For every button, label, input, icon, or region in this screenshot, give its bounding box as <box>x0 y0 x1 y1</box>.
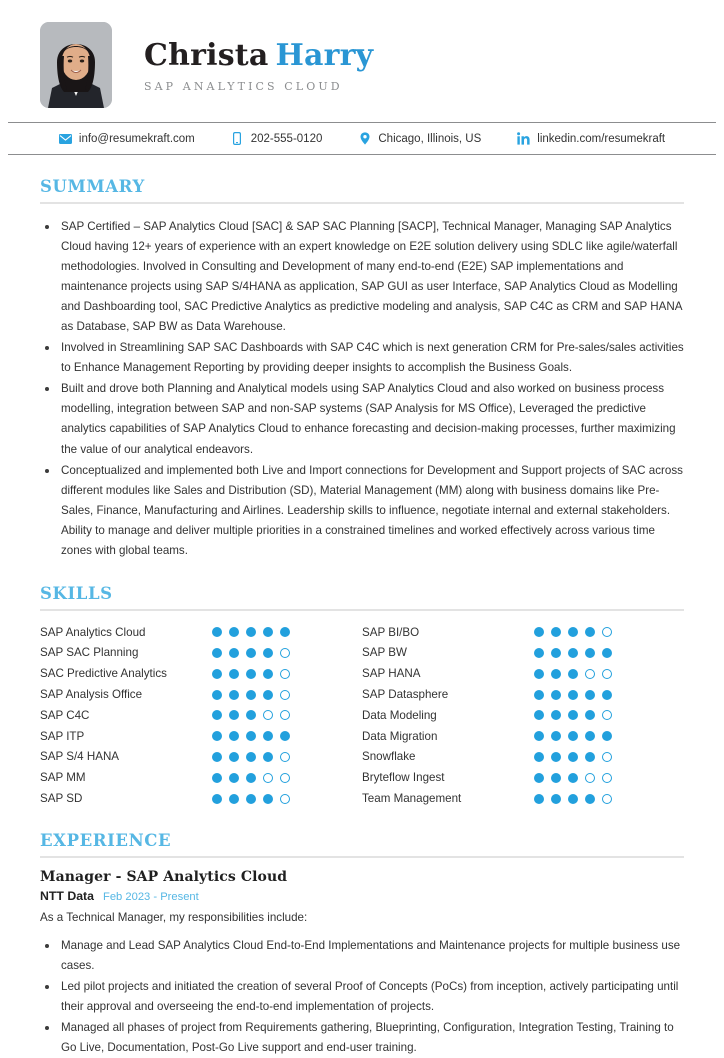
skill-rating-dots <box>212 752 290 762</box>
last-name: Harry <box>275 38 374 74</box>
skill-dot-filled <box>534 710 544 720</box>
skill-dot-filled <box>585 752 595 762</box>
skill-dot-filled <box>212 669 222 679</box>
skills-heading-underline <box>40 609 684 611</box>
skill-rating-dots <box>212 690 290 700</box>
skill-dot-filled <box>229 669 239 679</box>
skill-dot-filled <box>229 627 239 637</box>
skill-dot-filled <box>534 752 544 762</box>
skill-dot-empty <box>602 752 612 762</box>
job-company: NTT Data <box>40 888 94 903</box>
skill-dot-filled <box>534 690 544 700</box>
skill-dot-filled <box>585 690 595 700</box>
skill-row <box>362 663 684 684</box>
contact-bar <box>0 123 724 154</box>
skill-dot-filled <box>263 752 273 762</box>
skill-dot-filled <box>534 794 544 804</box>
summary-bullet: Built and drove both Planning and Analytical models using SAP Analytics Cloud and also worked on business process modelling, integration between SAP and non-SAP systems (SAP Analysis for MS Office), Leveraged the predictive analytics capabilities of SAP Analytics Cloud to enhance forecasting and decision-making processes, further maximizing the value of our analytical endeavors. <box>40 379 684 459</box>
skill-dot-filled <box>263 794 273 804</box>
skill-dot-filled <box>246 690 256 700</box>
skill-dot-filled <box>551 690 561 700</box>
contact-phone-text: 202-555-0120 <box>250 132 323 145</box>
skill-dot-filled <box>263 648 273 658</box>
skill-dot-filled <box>212 752 222 762</box>
skills-grid <box>40 622 684 809</box>
skill-rating-dots <box>212 648 290 658</box>
skill-row <box>40 684 362 705</box>
skill-dot-filled <box>534 669 544 679</box>
skill-dot-filled <box>551 773 561 783</box>
name-block <box>144 37 373 93</box>
summary-heading-underline <box>40 202 684 204</box>
skill-dot-filled <box>534 773 544 783</box>
skill-name: SAP SD <box>40 792 83 806</box>
skill-dot-filled <box>263 731 273 741</box>
skill-dot-filled <box>212 773 222 783</box>
skill-dot-filled <box>602 731 612 741</box>
skill-dot-filled <box>568 773 578 783</box>
skill-dot-empty <box>585 669 595 679</box>
skill-dot-filled <box>246 794 256 804</box>
job-subtitle: SAP ANALYTICS CLOUD <box>144 79 343 93</box>
skill-row <box>362 788 684 809</box>
contact-location[interactable] <box>358 132 481 145</box>
skill-dot-filled <box>246 669 256 679</box>
skill-name: Data Modeling <box>362 708 437 722</box>
location-icon <box>358 132 371 145</box>
skill-row <box>40 643 362 664</box>
skill-dot-filled <box>568 752 578 762</box>
skill-dot-filled <box>551 752 561 762</box>
summary-bullet: Conceptualized and implemented both Live and Import connections for Development and Support projects of SAC across different modules like Sales and Distribution (SD), Material Management (MM) along with business domains like Pre-Sales, Finance, Manufacturing and Airlines. Leadership skills to influence, negotiate internal and external stakeholders. Ability to manage and deliver multiple priorities in a constrained timelines and worked effectively across various time zones with global teams. <box>40 461 684 561</box>
skill-rating-dots <box>534 773 612 783</box>
email-icon <box>59 132 72 145</box>
skill-dot-empty <box>280 648 290 658</box>
skill-row <box>40 726 362 747</box>
skill-rating-dots <box>212 731 290 741</box>
skills-left-column <box>40 622 362 809</box>
job-bullet: Managed all phases of project from Requirements gathering, Blueprinting, Configuration, Integration Testing, Training to Go Live, Documentation, Post-Go Live support and end-user training. <box>40 1018 684 1058</box>
skill-dot-empty <box>280 773 290 783</box>
skill-dot-filled <box>212 648 222 658</box>
skill-dot-empty <box>280 690 290 700</box>
skill-row <box>362 622 684 643</box>
skill-name: SAP ITP <box>40 729 85 743</box>
experience-item <box>40 869 684 1058</box>
skill-name: Snowflake <box>362 750 416 764</box>
skills-section <box>0 562 724 809</box>
skill-dot-filled <box>246 627 256 637</box>
skill-dot-filled <box>585 710 595 720</box>
skill-dot-filled <box>246 773 256 783</box>
skill-dot-filled <box>229 731 239 741</box>
skill-row <box>362 684 684 705</box>
skill-dot-filled <box>212 794 222 804</box>
skill-dot-empty <box>280 710 290 720</box>
summary-bullet: Involved in Streamlining SAP SAC Dashboards with SAP C4C which is next generation CRM for Pre-sales/sales activities to Enhance Management Reporting by providing deeper insights to accomplish the Business Goals. <box>40 338 684 378</box>
skill-name: SAP Datasphere <box>362 688 449 702</box>
skill-dot-empty <box>602 794 612 804</box>
summary-bullet: SAP Certified – SAP Analytics Cloud [SAC] & SAP SAC Planning [SACP], Technical Manager, Managing SAP Analytics Cloud having 12+ years of experience with an expert knowledge on E2E solution delivery using SDLC like agile/waterfall methodologies. Involved in Consulting and Development of many end-to-end (E2E) SAP implementations and maintenance projects using SAP S/4HANA as application, SAP GUI as user Interface, SAP Analytics Cloud as Modelling and Dashboarding tool, SAC Predictive Analytics as predictive modeling and analysis, SAP C4C as CRM and SAP HANA as Database, SAP BW as Data Warehouse. <box>40 217 684 337</box>
skill-rating-dots <box>534 690 612 700</box>
skill-name: Team Management <box>362 792 462 806</box>
skill-name: Bryteflow Ingest <box>362 771 445 785</box>
job-bullet-list <box>40 936 684 1058</box>
job-dates: Feb 2023 - Present <box>102 890 199 903</box>
skill-row <box>40 705 362 726</box>
skill-rating-dots <box>534 752 612 762</box>
skill-row <box>362 643 684 664</box>
skill-row <box>362 767 684 788</box>
contact-email[interactable] <box>59 132 195 145</box>
skill-dot-empty <box>280 752 290 762</box>
skill-dot-empty <box>602 773 612 783</box>
skills-right-column <box>362 622 684 809</box>
skill-name: SAC Predictive Analytics <box>40 667 167 681</box>
skill-row <box>40 747 362 768</box>
skill-dot-empty <box>585 773 595 783</box>
job-intro: As a Technical Manager, my responsibilities include: <box>40 910 308 924</box>
skill-row <box>40 663 362 684</box>
skill-name: SAP HANA <box>362 667 421 681</box>
job-bullet: Led pilot projects and initiated the creation of several Proof of Concepts (PoCs) from inception, actively participating until their approval and overseeing the end-to-end implementation of projects. <box>40 977 684 1017</box>
skill-dot-filled <box>568 648 578 658</box>
contact-location-text: Chicago, Illinois, US <box>378 132 482 145</box>
skill-dot-empty <box>280 794 290 804</box>
summary-heading: SUMMARY <box>40 177 145 196</box>
skill-dot-filled <box>229 773 239 783</box>
linkedin-icon <box>517 132 530 145</box>
job-meta <box>40 889 684 903</box>
skill-rating-dots <box>212 773 290 783</box>
page-title <box>144 39 373 73</box>
contact-linkedin[interactable] <box>517 132 665 145</box>
skill-dot-filled <box>229 648 239 658</box>
skill-dot-filled <box>585 627 595 637</box>
skill-dot-filled <box>551 627 561 637</box>
experience-heading-underline <box>40 856 684 858</box>
skill-dot-filled <box>229 690 239 700</box>
contact-phone[interactable] <box>231 132 323 145</box>
profile-photo-icon <box>40 22 112 108</box>
skill-dot-filled <box>551 710 561 720</box>
contact-linkedin-text: linkedin.com/resumekraft <box>537 132 666 145</box>
skill-dot-filled <box>263 627 273 637</box>
summary-section <box>0 155 724 561</box>
skill-dot-filled <box>229 710 239 720</box>
skill-rating-dots <box>534 731 612 741</box>
contact-email-text: info@resumekraft.com <box>78 132 195 145</box>
skill-name: SAP BW <box>362 646 407 660</box>
skills-heading: SKILLS <box>40 583 113 603</box>
skill-name: SAP Analysis Office <box>40 688 143 702</box>
skill-row <box>40 767 362 788</box>
skill-row <box>362 726 684 747</box>
skill-name: SAP SAC Planning <box>40 646 139 660</box>
skill-dot-filled <box>263 690 273 700</box>
summary-bullet-list <box>40 217 684 561</box>
skill-row <box>362 705 684 726</box>
skill-rating-dots <box>212 669 290 679</box>
skill-dot-filled <box>246 648 256 658</box>
first-name: Christa <box>144 38 269 74</box>
skill-rating-dots <box>534 669 612 679</box>
skill-dot-filled <box>280 731 290 741</box>
skill-dot-empty <box>263 710 273 720</box>
skill-dot-filled <box>246 752 256 762</box>
skill-dot-filled <box>212 690 222 700</box>
skill-dot-filled <box>534 731 544 741</box>
skill-dot-filled <box>212 627 222 637</box>
skill-name: SAP MM <box>40 771 86 785</box>
skill-dot-filled <box>602 690 612 700</box>
skill-dot-filled <box>568 731 578 741</box>
skill-row <box>40 622 362 643</box>
skill-dot-filled <box>568 710 578 720</box>
skill-dot-filled <box>280 627 290 637</box>
skill-rating-dots <box>534 710 612 720</box>
skill-dot-filled <box>534 627 544 637</box>
skill-rating-dots <box>212 794 290 804</box>
summary-body <box>40 217 684 561</box>
skill-dot-empty <box>602 669 612 679</box>
skill-dot-filled <box>551 731 561 741</box>
skill-dot-filled <box>551 669 561 679</box>
skill-rating-dots <box>534 794 612 804</box>
skill-dot-filled <box>585 731 595 741</box>
skill-dot-filled <box>551 794 561 804</box>
avatar <box>40 22 112 108</box>
skill-name: SAP Analytics Cloud <box>40 625 146 639</box>
skill-dot-filled <box>534 648 544 658</box>
skill-dot-filled <box>602 648 612 658</box>
skill-row <box>362 747 684 768</box>
skill-dot-empty <box>280 669 290 679</box>
skill-dot-filled <box>212 710 222 720</box>
skill-name: SAP S/4 HANA <box>40 750 120 764</box>
skill-dot-filled <box>568 669 578 679</box>
skill-name: Data Migration <box>362 729 438 743</box>
skill-name: SAP C4C <box>40 708 90 722</box>
job-title: Manager - SAP Analytics Cloud <box>40 868 288 885</box>
skill-dot-filled <box>229 752 239 762</box>
experience-heading: EXPERIENCE <box>40 830 172 850</box>
skill-rating-dots <box>534 648 612 658</box>
skill-dot-empty <box>602 710 612 720</box>
skill-dot-empty <box>602 627 612 637</box>
skill-rating-dots <box>212 627 290 637</box>
skill-dot-filled <box>212 731 222 741</box>
skill-rating-dots <box>534 627 612 637</box>
skill-dot-filled <box>585 648 595 658</box>
skill-dot-filled <box>229 794 239 804</box>
skill-name: SAP BI/BO <box>362 625 420 639</box>
skill-dot-filled <box>585 794 595 804</box>
skill-rating-dots <box>212 710 290 720</box>
skill-dot-filled <box>568 690 578 700</box>
skill-row <box>40 788 362 809</box>
job-bullet: Manage and Lead SAP Analytics Cloud End-to-End Implementations and Maintenance projects for multiple business use cases. <box>40 936 684 976</box>
skill-dot-filled <box>568 627 578 637</box>
skill-dot-filled <box>246 731 256 741</box>
resume-header <box>0 0 724 122</box>
skill-dot-filled <box>568 794 578 804</box>
skill-dot-filled <box>551 648 561 658</box>
experience-section <box>0 809 724 1058</box>
skill-dot-empty <box>263 773 273 783</box>
skill-dot-filled <box>263 669 273 679</box>
phone-icon <box>231 132 244 145</box>
skill-dot-filled <box>246 710 256 720</box>
